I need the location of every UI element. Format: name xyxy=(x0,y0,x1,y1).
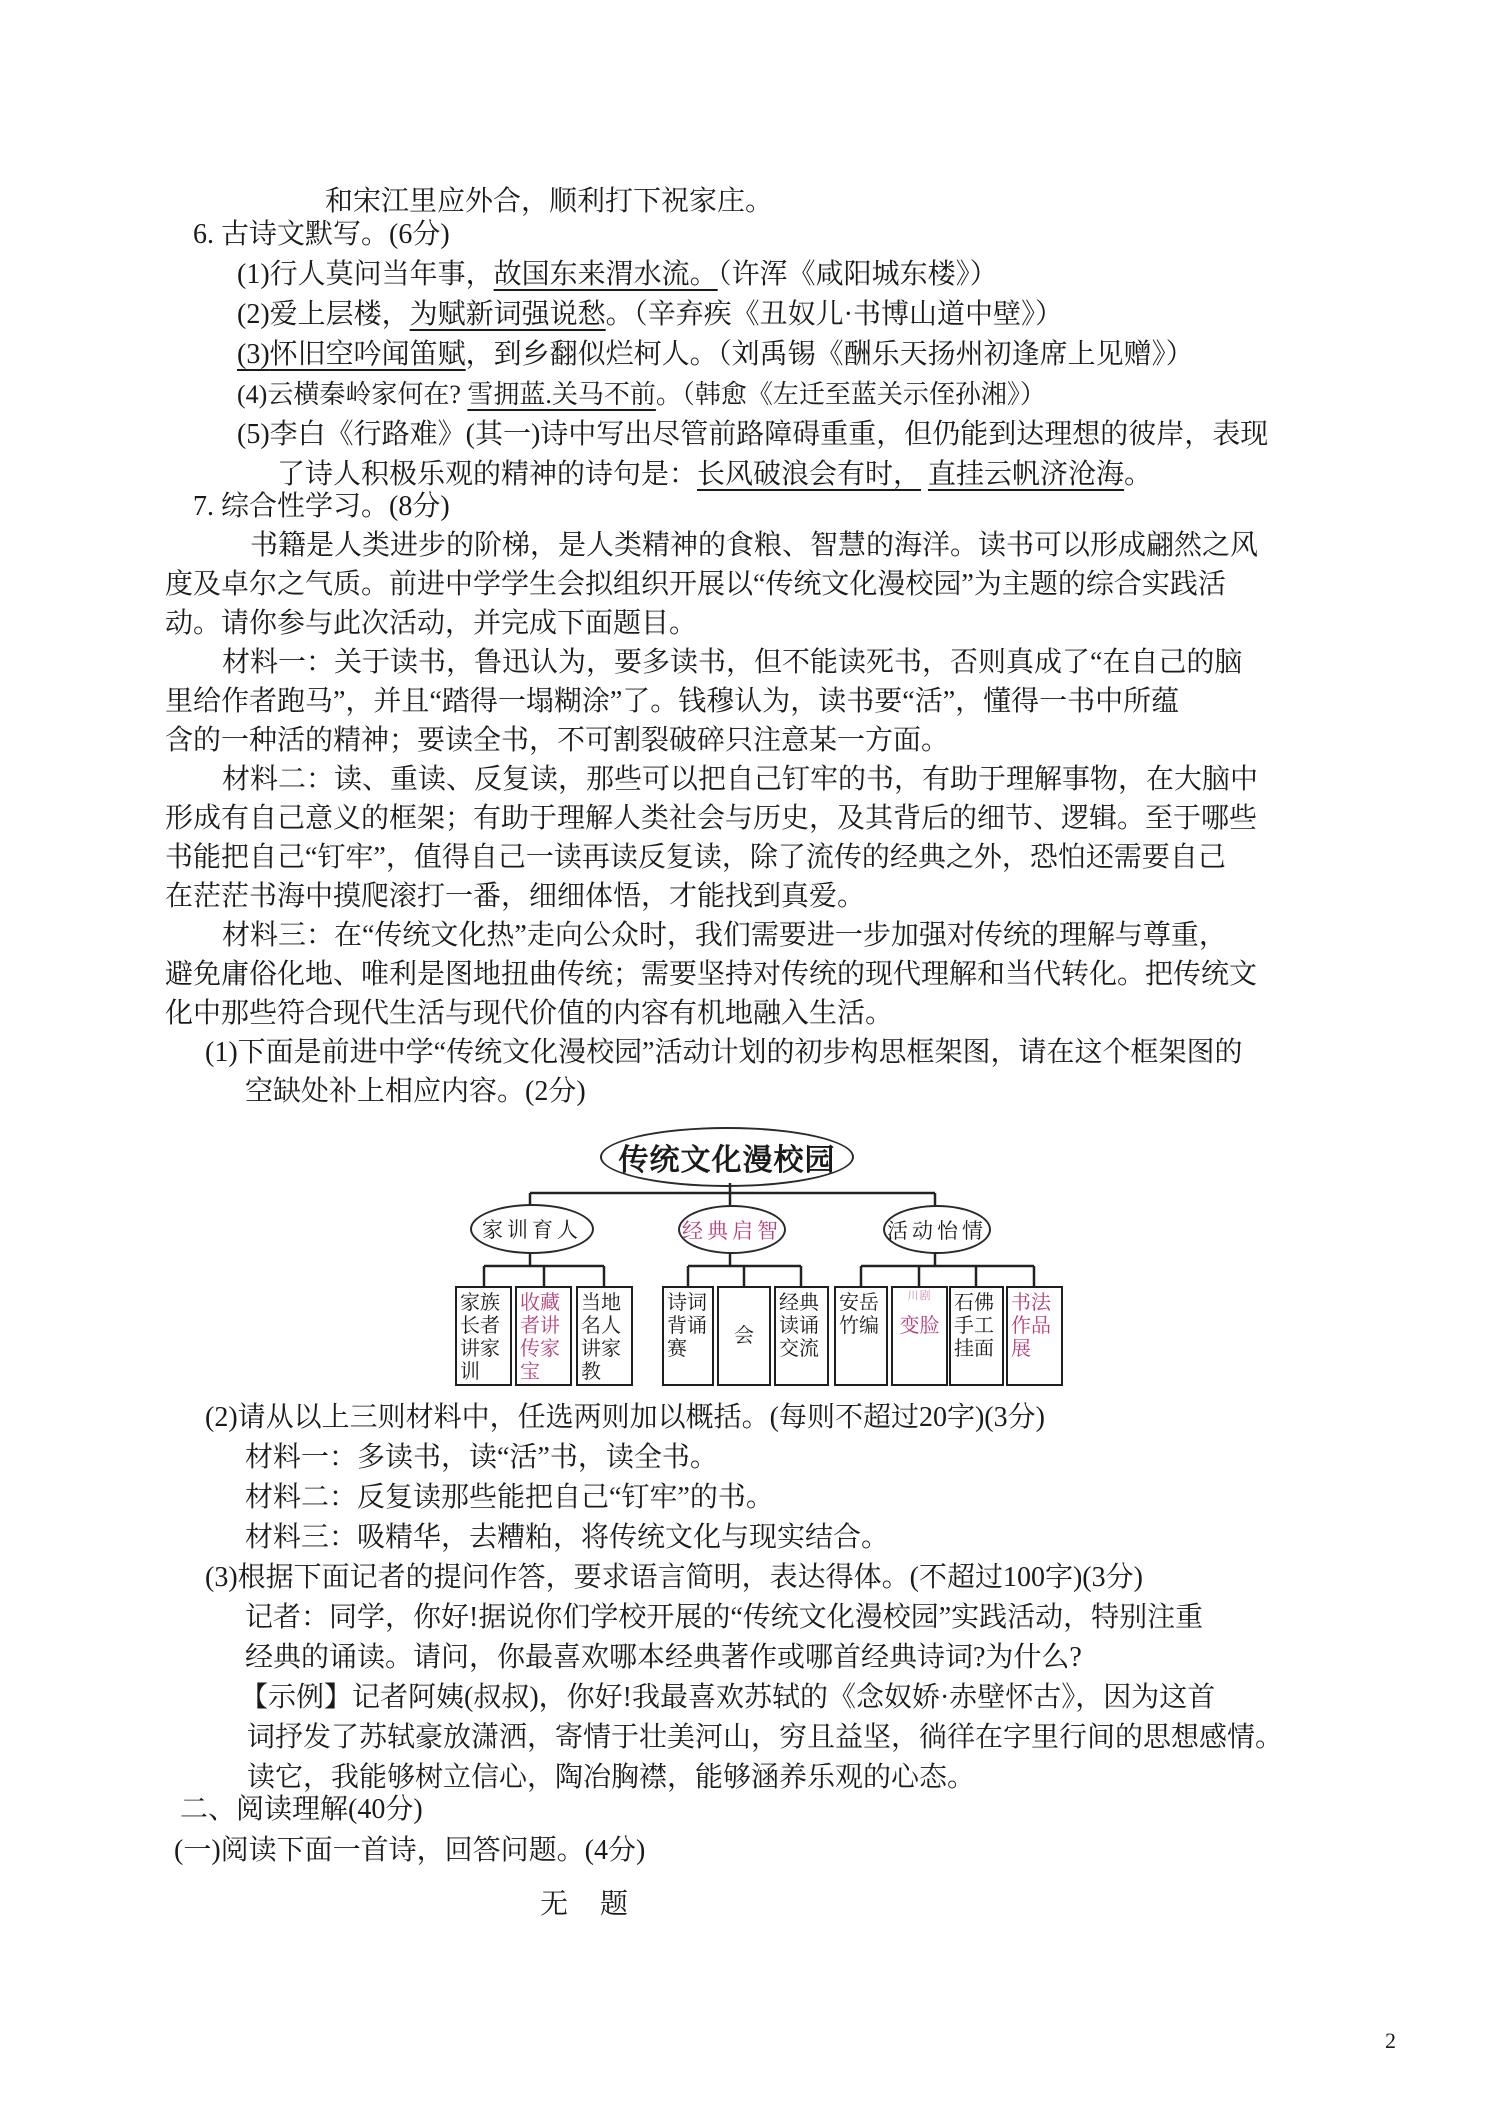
diagram-leaf-box: 家族长者讲家训 xyxy=(455,1286,512,1386)
diagram-leaf-box: 安岳竹编 xyxy=(834,1286,888,1386)
diagram-leaf-box: 石佛手工挂面 xyxy=(949,1286,1004,1386)
example-answer-line: 词抒发了苏轼豪放潇洒，寄情于壮美河山，穷且益坚，徜徉在字里行间的思想感情。 xyxy=(247,1722,1284,1753)
material-3-line: 化中那些符合现代生活与现代价值的内容有机地融入生活。 xyxy=(165,998,894,1029)
diagram-leaf-box: 当地名人讲家教 xyxy=(576,1286,633,1386)
item-text: (1)行人莫问当年事， xyxy=(237,259,494,290)
q7-sub23-section xyxy=(165,1398,1433,1798)
text-line: 和宋江里应外合，顺利打下祝家庄。 xyxy=(325,186,774,217)
q7-sub2-lead: (2)请从以上三则材料中，任选两则加以概括。(每则不超过20字)(3分) xyxy=(205,1402,1045,1433)
source-citation: （许浑《咸阳城东楼》） xyxy=(717,259,998,290)
page-number: 2 xyxy=(1385,2028,1396,2053)
q6-item-4 xyxy=(165,375,1433,415)
q6-section xyxy=(165,215,1433,495)
text-line: 动。请你参与此次活动，并完成下面题目。 xyxy=(165,608,698,639)
item-text: (2)爱上层楼， xyxy=(237,299,410,330)
q6-item-1 xyxy=(165,255,1433,295)
material-2-line: 在茫茫书海中摸爬滚打一番，细细体悟，才能找到真爱。 xyxy=(165,881,866,912)
text-line: 度及卓尔之气质。前进中学学生会拟组织开展以“传统文化漫校园”为主题的综合实践活 xyxy=(165,569,1226,600)
diagram-leaf-box: 经典读诵交流 xyxy=(774,1286,829,1386)
item-text: (4)云横秦岭家何在? xyxy=(237,380,468,409)
source-citation: 。（辛弃疾《丑奴儿·书博山道中壁》） xyxy=(605,299,1063,330)
item-text: 了诗人积极乐观的精神的诗句是： xyxy=(277,459,698,490)
sub2-answer-line: 材料一：多读书，读“活”书，读全书。 xyxy=(245,1442,718,1473)
text-line: 书籍是人类进步的阶梯，是人类精神的食粮、智慧的海洋。读书可以形成翩然之风 xyxy=(250,530,1259,561)
material-2-line: 材料二：读、重读、反复读，那些可以把自己钉牢的书，有助于理解事物，在大脑中 xyxy=(222,764,1259,795)
item-text: 。 xyxy=(1124,459,1153,490)
diagram-leaf-box-answer: 书法作品展 xyxy=(1006,1286,1063,1386)
diagram-leaf-box-answer xyxy=(891,1286,948,1386)
answer-underlined: 长风破浪会有时， xyxy=(697,459,922,490)
material-2-line: 书能把自己“钉牢”，值得自己一读再读反复读，除了流传的经典之外，恐怕还需要自己 xyxy=(165,842,1226,873)
answer-underlined: (3) xyxy=(237,339,270,370)
poem-title: 无 题 xyxy=(540,1889,631,1920)
reporter-question-line: 经典的诵读。请问，你最喜欢哪本经典著作或哪首经典诗词?为什么? xyxy=(245,1642,1082,1673)
example-answer-line: 【示例】记者阿姨(叔叔)，你好!我最喜欢苏轼的《念奴娇·赤壁怀古》，因为这首 xyxy=(240,1682,1216,1713)
source-citation: ，到乡翻似烂柯人。（刘禹锡《酬乐天扬州初逢席上见赠》） xyxy=(465,339,1194,370)
source-citation: 。（韩愈《左迁至蓝关示侄孙湘》） xyxy=(655,380,1046,409)
q7-sub1-line: 空缺处补上相应内容。(2分) xyxy=(245,1076,586,1107)
material-3-line: 避免庸俗化地、唯利是图地扭曲传统；需要坚持对传统的现代理解和当代转化。把传统文 xyxy=(165,959,1258,990)
material-1-line: 含的一种活的精神；要读全书，不可割裂破碎只注意某一方面。 xyxy=(165,725,950,756)
box-label: 变脸 xyxy=(899,1315,940,1337)
answer-underlined: 故国东来渭水流。 xyxy=(493,259,718,290)
diagram-leaf-box-blank: 会 xyxy=(717,1286,771,1386)
q7-sub3-lead: (3)根据下面记者的提问作答，要求语言简明，表达得体。(不超过100字)(3分) xyxy=(205,1562,1143,1593)
box-annotation: 川剧 xyxy=(907,1290,932,1302)
q7-section xyxy=(165,487,1433,1111)
q6-heading: 6. 古诗文默写。(6分) xyxy=(193,219,450,250)
reading-section xyxy=(174,1789,1433,1871)
reporter-question-line: 记者：同学，你好!据说你们学校开展的“传统文化漫校园”实践活动，特别注重 xyxy=(245,1602,1204,1633)
answer-underlined: 雪拥蓝.关马不前 xyxy=(467,380,656,409)
q6-item-3 xyxy=(165,335,1433,375)
diagram-branch-jiaxun: 家训育人 xyxy=(470,1204,594,1254)
material-1-line: 材料一：关于读书，鲁迅认为，要多读书，但不能读死书，否则真成了“在自己的脑 xyxy=(222,647,1243,678)
q7-heading: 7. 综合性学习。(8分) xyxy=(193,491,450,522)
sub2-answer-line: 材料三：吸精华，去糟粕，将传统文化与现实结合。 xyxy=(245,1522,890,1553)
diagram-leaf-box-answer: 收藏者讲传家宝 xyxy=(515,1286,572,1386)
material-3-line: 材料三：在“传统文化热”走向公众时，我们需要进一步加强对传统的理解与尊重， xyxy=(222,920,1227,951)
material-2-line: 形成有自己意义的框架；有助于理解人类社会与历史，及其背后的细节、逻辑。至于哪些 xyxy=(165,803,1258,834)
framework-diagram xyxy=(440,1125,1080,1397)
q6-item-2 xyxy=(165,295,1433,335)
diagram-branch-huodong: 活动怡情 xyxy=(883,1205,991,1254)
section-heading: 二、阅读理解(40分) xyxy=(180,1794,423,1825)
diagram-branch-jingdian: 经典启智 xyxy=(678,1205,786,1254)
q6-item-5-line-1: (5)李白《行路难》(其一)诗中写出尽管前路障碍重重，但仍能到达理想的彼岸，表现 xyxy=(237,419,1269,450)
answer-underlined: 为赋新词强说愁 xyxy=(409,299,606,330)
section-sub-heading: (一)阅读下面一首诗，回答问题。(4分) xyxy=(174,1835,646,1866)
q7-sub1-line: (1)下面是前进中学“传统文化漫校园”活动计划的初步构思框架图，请在这个框架图的 xyxy=(205,1037,1243,1068)
diagram-leaf-box: 诗词背诵赛 xyxy=(662,1286,714,1386)
gap xyxy=(921,459,928,490)
example-answer-line: 读它，我能够树立信心，陶冶胸襟，能够涵养乐观的心态。 xyxy=(247,1762,976,1793)
material-1-line: 里给作者跑马”，并且“踏得一塌糊涂”了。钱穆认为，读书要“活”，懂得一书中所蕴 xyxy=(165,686,1180,717)
sub2-answer-line: 材料二：反复读那些能把自己“钉牢”的书。 xyxy=(245,1482,774,1513)
answer-underlined: 怀旧空吟闻笛赋 xyxy=(269,339,466,370)
answer-underlined: 直挂云帆济沧海 xyxy=(928,459,1125,490)
diagram-root-node: 传统文化漫校园 xyxy=(600,1127,854,1187)
